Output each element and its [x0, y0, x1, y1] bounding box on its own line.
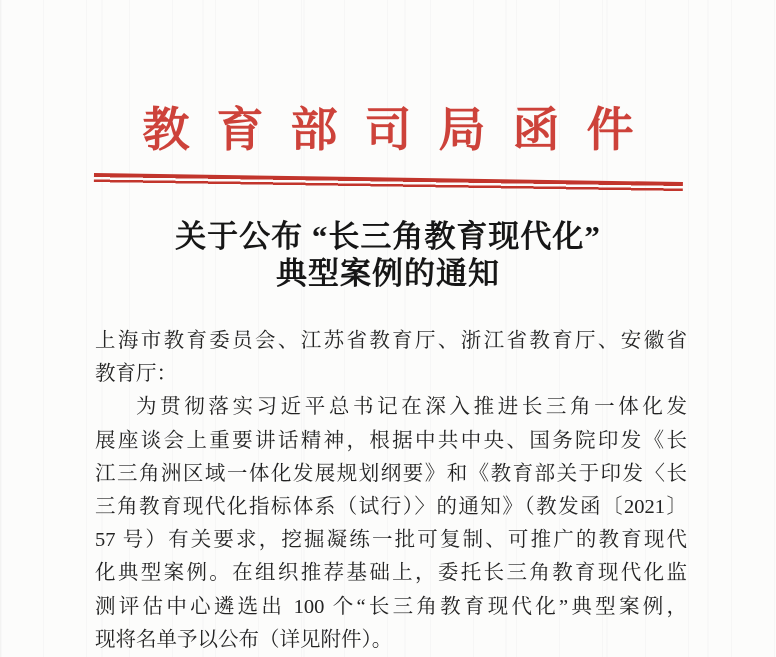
document-title-line1: 关于公布 “长三角教育现代化” [175, 219, 601, 254]
paragraph-line: 为贯彻落实习近平总书记在深入推进长三角一体化发 [136, 396, 687, 419]
document-title [0, 218, 776, 292]
paragraph-line: 化典型案例。在组织推荐基础上，委托长三角教育现代化监 [95, 562, 687, 585]
paragraph-line: 三角教育现代化指标体系（试行）〉的通知》（教发函〔2021〕 [95, 496, 687, 519]
paragraph-line: 江三角洲区域一体化发展规划纲要》和《教育部关于印发〈长 [95, 462, 687, 485]
letter-body [95, 325, 687, 657]
letterhead-divider-line [94, 173, 683, 192]
recipients-line: 上海市教育委员会、江苏省教育厅、浙江省教育厅、安徽省 [95, 330, 687, 352]
recipients-line: 教育厅： [95, 363, 177, 386]
document-title-line2: 典型案例的通知 [276, 256, 500, 291]
letterhead-title: 教育部司局函件 [142, 105, 661, 157]
paragraph-line: 展座谈会上重要讲话精神，根据中共中央、国务院印发《长 [95, 429, 687, 452]
paragraph-line: 57 号）有关要求，挖掘凝练一批可复制、可推广的教育现代 [95, 529, 687, 552]
paragraph-line: 现将名单予以公布（详见附件）。 [95, 628, 393, 651]
paragraph-line: 测评估中心遴选出 100 个“长三角教育现代化”典型案例， [95, 595, 687, 618]
